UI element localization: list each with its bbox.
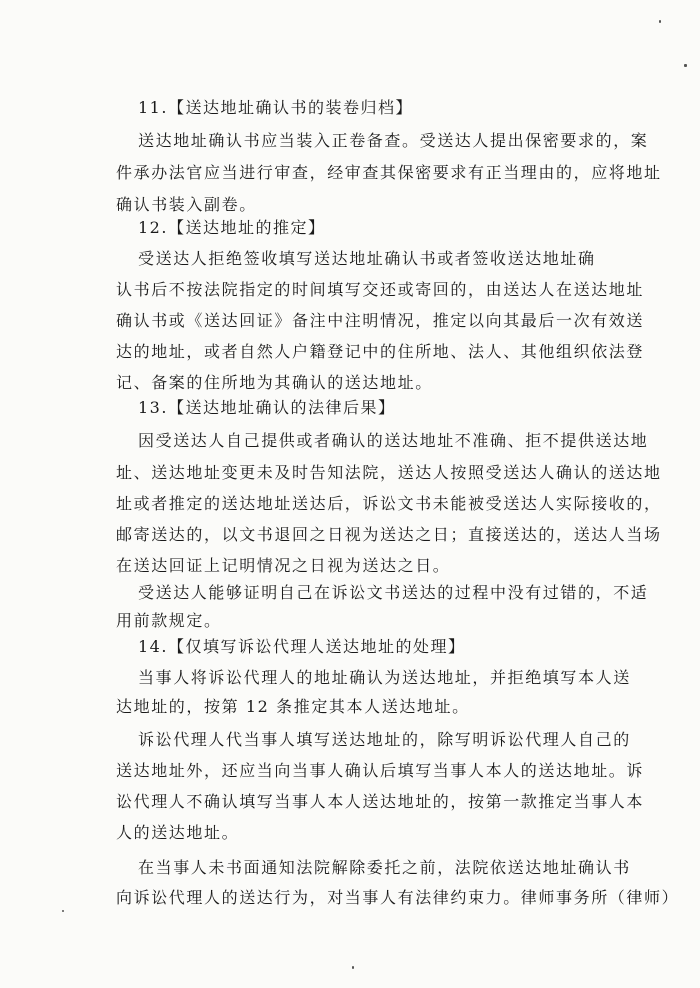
section-12-line-4: 达的地址，或者自然人户籍登记中的住所地、法人、其他组织依法登 [116, 342, 645, 361]
section-11-line-2: 件承办法官应当进行审查，经审查其保密要求有正当理由的，应将地址 [116, 163, 662, 182]
section-11-heading: 11.【送达地址确认书的装卷归档】 [138, 98, 413, 117]
section-14-line-5: 讼代理人不确认填写当事人本人送达地址的，按第一款推定当事人本 [116, 792, 645, 811]
section-12-line-2: 认书后不按法院指定的时间填写交还或寄回的，由送达人在送达地址 [116, 280, 645, 299]
section-13-line-3: 址或者推定的送达地址送达后，诉讼文书未能被受送达人实际接收的， [116, 494, 662, 513]
scan-speck [659, 20, 661, 23]
section-13-line-2: 址、送达地址变更未及时告知法院，送达人按照受送达人确认的送达地 [116, 463, 662, 482]
section-12-heading: 12.【送达地址的推定】 [138, 218, 326, 237]
section-13-line-1: 因受送达人自己提供或者确认的送达地址不准确、拒不提供送达地 [138, 431, 649, 450]
section-11-line-3: 确认书装入副卷。 [116, 195, 257, 214]
section-13-line-7: 用前款规定。 [116, 611, 222, 630]
section-14-line-6: 人的送达地址。 [116, 823, 240, 842]
section-14-heading: 14.【仅填写诉讼代理人送达地址的处理】 [138, 637, 466, 656]
section-11-line-1: 送达地址确认书应当装入正卷备查。受送达人提出保密要求的，案 [138, 131, 649, 150]
section-13-line-5: 在送达回证上记明情况之日视为送达之日。 [116, 556, 451, 575]
scan-speck [684, 64, 687, 67]
section-13-line-4: 邮寄送达的，以文书退回之日视为送达之日；直接送达的，送达人当场 [116, 525, 662, 544]
section-14-line-1: 当事人将诉讼代理人的地址确认为送达地址，并拒绝填写本人送 [138, 668, 631, 687]
section-14-line-3: 诉讼代理人代当事人填写送达地址的，除写明诉讼代理人自己的 [138, 730, 631, 749]
scan-speck [352, 966, 354, 969]
scan-speck [62, 910, 64, 912]
section-13-line-6: 受送达人能够证明自己在诉讼文书送达的过程中没有过错的，不适 [138, 583, 649, 602]
section-14-line-2: 达地址的，按第 12 条推定其本人送达地址。 [116, 697, 470, 716]
section-13-heading: 13.【送达地址确认的法律后果】 [138, 398, 396, 417]
section-14-line-4: 送达地址外，还应当向当事人确认后填写当事人本人的送达地址。诉 [116, 761, 645, 780]
section-12-line-1: 受送达人拒绝签收填写送达地址确认书或者签收送达地址确 [138, 249, 596, 268]
section-12-line-3: 确认书或《送达回证》备注中注明情况，推定以向其最后一次有效送 [116, 311, 645, 330]
section-14-line-7: 在当事人未书面通知法院解除委托之前，法院依送达地址确认书 [138, 858, 631, 877]
section-14-line-8: 向诉讼代理人的送达行为，对当事人有法律约束力。律师事务所（律师） [116, 888, 680, 907]
section-12-line-5: 记、备案的住所地为其确认的送达地址。 [116, 373, 433, 392]
